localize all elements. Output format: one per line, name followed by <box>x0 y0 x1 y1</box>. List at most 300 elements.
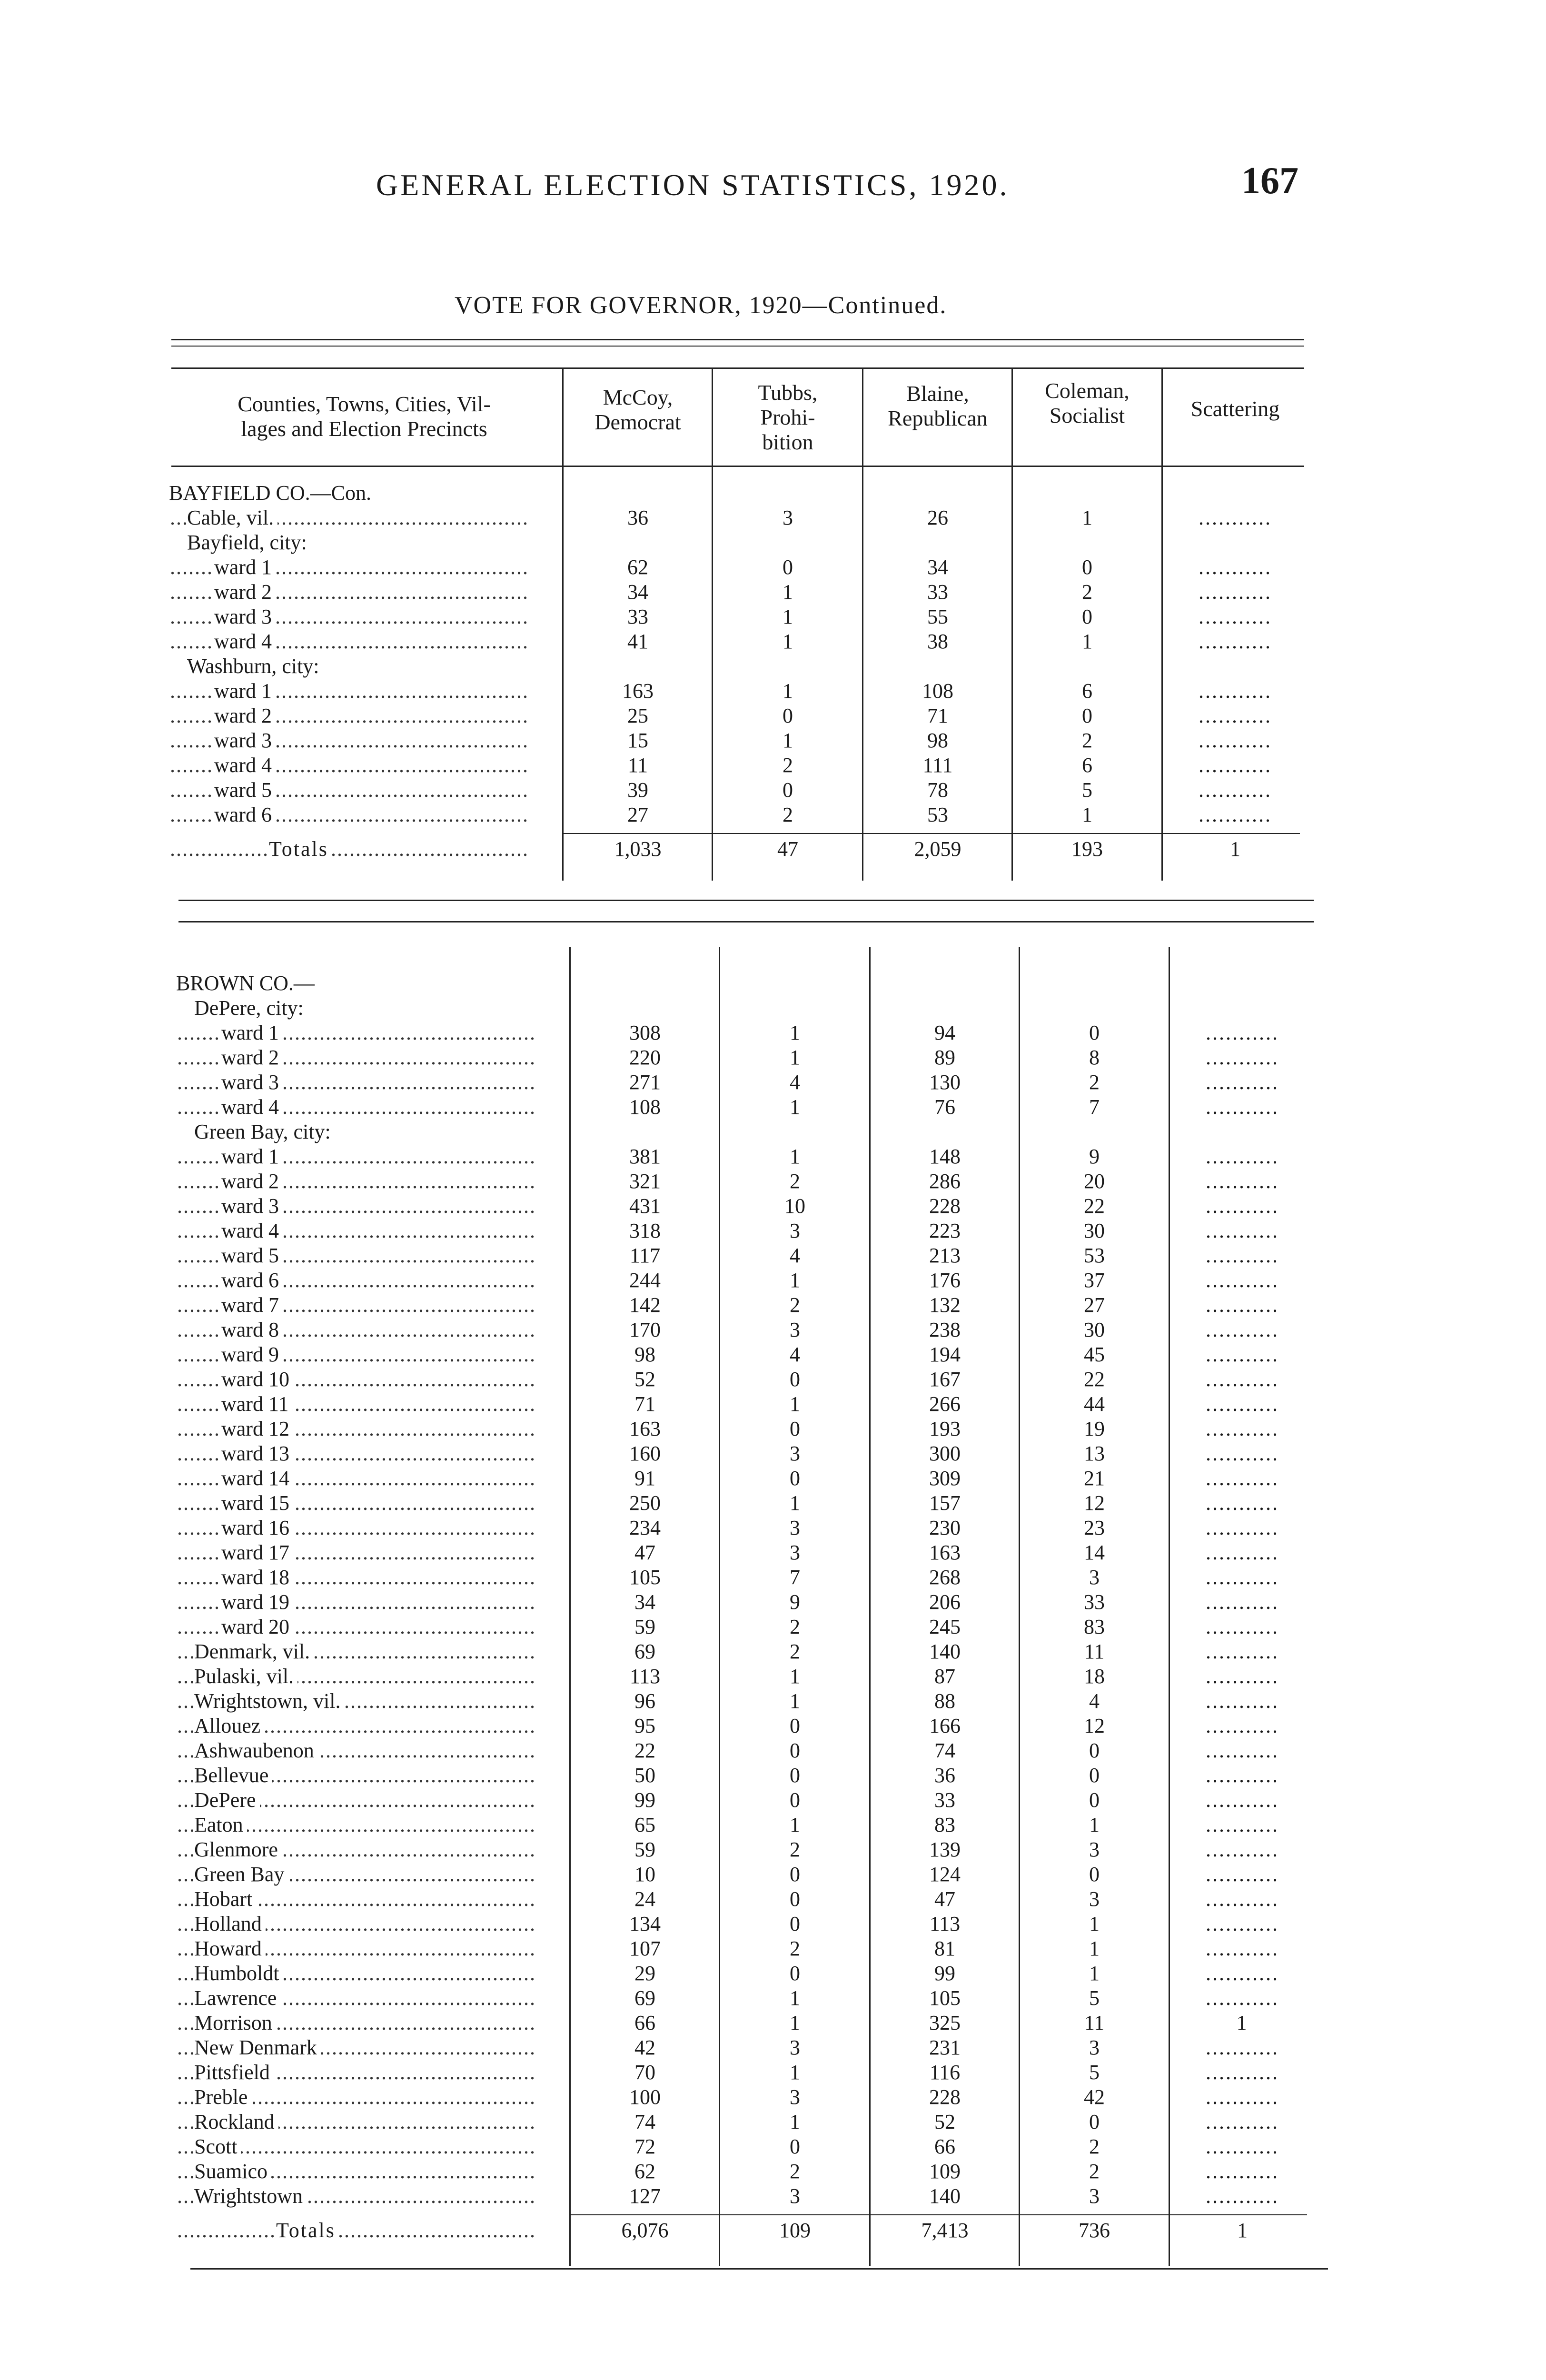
cell-scattering: ........... <box>1206 1788 1279 1812</box>
section-bayfield <box>169 481 1304 881</box>
cell-blaine: 38 <box>927 630 948 653</box>
cell-tubbs: 1 <box>790 1813 800 1836</box>
cell-coleman: 0 <box>1082 555 1092 579</box>
cell-tubbs: 0 <box>790 1739 800 1762</box>
cell-tubbs: 3 <box>790 1219 800 1242</box>
row-place-name <box>169 728 531 753</box>
totals-row <box>169 837 1311 862</box>
row-place-name <box>176 1516 538 1540</box>
table-row <box>176 1664 1318 1689</box>
cell-coleman: 1 <box>1089 1962 1100 1985</box>
cell-tubbs: 1 <box>790 1986 800 2010</box>
total-tubbs: 109 <box>779 2219 811 2242</box>
cell-mccoy: 134 <box>629 1912 661 1935</box>
cell-blaine: 309 <box>929 1467 961 1490</box>
cell-tubbs: 2 <box>783 803 793 826</box>
table-row <box>176 1293 1318 1318</box>
cell-scattering: ........... <box>1206 1145 1279 1168</box>
cell-scattering: ........... <box>1199 630 1272 653</box>
cell-tubbs: 9 <box>790 1590 800 1614</box>
cell-mccoy: 250 <box>629 1491 661 1515</box>
table-row <box>176 1466 1318 1491</box>
table-row <box>176 2134 1318 2159</box>
col-divider <box>1161 369 1163 469</box>
cell-tubbs: 1 <box>790 2110 800 2133</box>
table-row <box>176 1862 1318 1887</box>
cell-blaine: 213 <box>929 1244 961 1267</box>
top-rule-2 <box>171 346 1304 347</box>
cell-scattering: ........... <box>1206 1194 1279 1218</box>
cell-coleman: 19 <box>1084 1417 1105 1440</box>
place-label: Wrightstown <box>194 2184 307 2208</box>
place-label: ward 20 <box>221 1615 293 1638</box>
place-label: ward 13 <box>221 1442 293 1465</box>
cell-mccoy: 170 <box>629 1318 661 1341</box>
row-place-name <box>176 1268 538 1293</box>
cell-coleman: 0 <box>1089 1739 1100 1762</box>
cell-coleman: 3 <box>1089 1566 1100 1589</box>
place-label: Suamico <box>194 2160 271 2183</box>
cell-mccoy: 36 <box>627 506 648 529</box>
cell-mccoy: 25 <box>627 704 648 727</box>
row-place-name <box>176 1441 538 1466</box>
cell-coleman: 53 <box>1084 1244 1105 1267</box>
cell-mccoy: 163 <box>622 679 654 703</box>
place-label: Bellevue <box>194 1764 272 1787</box>
cell-mccoy: 42 <box>634 2036 655 2059</box>
cell-tubbs: 0 <box>790 1863 800 1886</box>
row-place-name <box>176 2184 538 2209</box>
table-row <box>169 803 1311 827</box>
cell-coleman: 44 <box>1084 1392 1105 1416</box>
cell-coleman: 42 <box>1084 2085 1105 2109</box>
cell-blaine: 238 <box>929 1318 961 1341</box>
cell-coleman: 83 <box>1084 1615 1105 1638</box>
row-place-name <box>176 1417 538 1441</box>
place-label: Cable, vil. <box>187 506 277 529</box>
row-place-name <box>176 1887 538 1912</box>
cell-blaine: 53 <box>927 803 948 826</box>
cell-tubbs: 0 <box>783 778 793 802</box>
place-label: Scott <box>194 2135 241 2158</box>
place-label: Washburn, city: <box>187 654 323 678</box>
row-place-name <box>176 1169 538 1194</box>
total-coleman: 736 <box>1079 2219 1110 2242</box>
row-place-name <box>169 506 531 530</box>
row-place-name <box>176 2035 538 2060</box>
total-blaine: 7,413 <box>921 2219 969 2242</box>
table-row <box>176 1788 1318 1813</box>
cell-scattering: ........... <box>1206 1739 1279 1762</box>
cell-mccoy: 47 <box>634 1541 655 1564</box>
table-row <box>176 1318 1318 1342</box>
table-row <box>169 704 1311 728</box>
row-place-name <box>169 605 531 629</box>
row-place-name <box>176 1194 538 1219</box>
cell-coleman: 2 <box>1089 1071 1100 1094</box>
cell-tubbs: 4 <box>790 1071 800 1094</box>
table-row <box>176 1021 1318 1045</box>
cell-blaine: 116 <box>929 2061 961 2084</box>
row-place-name <box>176 1045 538 1070</box>
cell-tubbs: 0 <box>783 704 793 727</box>
row-place-name <box>176 1565 538 1590</box>
col-divider <box>562 369 564 469</box>
cell-blaine: 206 <box>929 1590 961 1614</box>
cell-blaine: 245 <box>929 1615 961 1638</box>
cell-scattering: ........... <box>1206 1912 1279 1935</box>
cell-mccoy: 98 <box>634 1343 655 1366</box>
place-label: ward 17 <box>221 1541 293 1564</box>
place-label: Glenmore <box>194 1838 282 1861</box>
place-label: ward 2 <box>221 1046 283 1069</box>
col-divider <box>712 369 713 469</box>
cell-coleman: 1 <box>1082 506 1092 529</box>
row-place-name <box>176 996 538 1021</box>
row-place-name <box>176 1639 538 1664</box>
cell-mccoy: 33 <box>627 605 648 628</box>
cell-mccoy: 65 <box>634 1813 655 1836</box>
totals-label-text: Totals <box>269 837 332 861</box>
row-place-name <box>176 1986 538 2011</box>
place-label: ward 7 <box>221 1293 283 1317</box>
place-label: ward 5 <box>214 778 276 802</box>
cell-scattering: ........... <box>1206 1937 1279 1960</box>
table-row <box>169 580 1311 605</box>
totals-rule <box>569 2214 1307 2215</box>
table-row <box>176 1243 1318 1268</box>
cell-blaine: 108 <box>922 679 953 703</box>
cell-coleman: 5 <box>1082 778 1092 802</box>
cell-blaine: 33 <box>927 580 948 604</box>
header-mccoy: McCoy, Democrat <box>595 385 681 434</box>
cell-blaine: 286 <box>929 1170 961 1193</box>
place-label: ward 6 <box>214 803 276 826</box>
cell-mccoy: 271 <box>629 1071 661 1094</box>
cell-blaine: 36 <box>934 1764 955 1787</box>
cell-coleman: 7 <box>1089 1095 1100 1119</box>
place-label: ward 16 <box>221 1516 293 1539</box>
cell-coleman: 6 <box>1082 754 1092 777</box>
cell-scattering: ........... <box>1199 506 1272 529</box>
cell-mccoy: 50 <box>634 1764 655 1787</box>
row-place-name <box>176 1466 538 1491</box>
cell-scattering: ........... <box>1199 679 1272 703</box>
cell-mccoy: 70 <box>634 2061 655 2084</box>
cell-mccoy: 234 <box>629 1516 661 1539</box>
place-label: ward 19 <box>221 1590 293 1614</box>
place-label: Ashwaubenon <box>194 1739 318 1762</box>
cell-scattering: ........... <box>1206 1244 1279 1267</box>
row-place-name <box>176 1738 538 1763</box>
table-row <box>176 1417 1318 1441</box>
total-mccoy: 6,076 <box>621 2219 669 2242</box>
cell-tubbs: 0 <box>783 555 793 579</box>
cell-mccoy: 244 <box>629 1269 661 1292</box>
place-label: ward 14 <box>221 1467 293 1490</box>
cell-scattering: ........... <box>1206 1541 1279 1564</box>
table-row <box>169 728 1311 753</box>
row-place-name <box>176 1120 538 1144</box>
cell-mccoy: 74 <box>634 2110 655 2133</box>
cell-blaine: 105 <box>929 1986 961 2010</box>
cell-blaine: 52 <box>934 2110 955 2133</box>
table-title: VOTE FOR GOVERNOR, 1920—Continued. <box>455 292 947 319</box>
cell-tubbs: 0 <box>790 1417 800 1440</box>
header-place: Counties, Towns, Cities, Vil- lages and Election Precincts <box>238 392 491 441</box>
place-label: ward 1 <box>214 679 276 703</box>
row-place-name <box>176 1070 538 1095</box>
cell-tubbs: 0 <box>790 1962 800 1985</box>
table-row <box>169 753 1311 778</box>
cell-scattering: ........... <box>1206 1095 1279 1119</box>
cell-tubbs: 7 <box>790 1566 800 1589</box>
table-row <box>176 1070 1318 1095</box>
place-label: Green Bay, city: <box>194 1120 335 1143</box>
table-row <box>176 1194 1318 1219</box>
cell-coleman: 1 <box>1089 1912 1100 1935</box>
cell-blaine: 81 <box>934 1937 955 1960</box>
cell-coleman: 8 <box>1089 1046 1100 1069</box>
cell-tubbs: 1 <box>790 1392 800 1416</box>
cell-scattering: ........... <box>1206 1467 1279 1490</box>
row-place-name <box>176 1961 538 1986</box>
totals-row <box>176 2218 1318 2243</box>
cell-mccoy: 431 <box>629 1194 661 1218</box>
place-label: Denmark, vil. <box>194 1640 314 1663</box>
cell-scattering: ........... <box>1206 1838 1279 1861</box>
total-mccoy: 1,033 <box>614 837 662 861</box>
cell-scattering: ........... <box>1206 1442 1279 1465</box>
cell-blaine: 109 <box>929 2160 961 2183</box>
row-place-name <box>176 1862 538 1887</box>
cell-scattering: ........... <box>1206 1219 1279 1242</box>
row-place-name <box>169 679 531 704</box>
table-row <box>169 679 1311 704</box>
row-place-name <box>176 1590 538 1615</box>
cell-coleman: 18 <box>1084 1665 1105 1688</box>
cell-scattering: ........... <box>1199 729 1272 752</box>
cell-coleman: 6 <box>1082 679 1092 703</box>
cell-coleman: 4 <box>1089 1689 1100 1713</box>
cell-coleman: 9 <box>1089 1145 1100 1168</box>
cell-scattering: ........... <box>1206 1491 1279 1515</box>
totals-rule <box>562 833 1300 834</box>
table-row <box>176 1392 1318 1417</box>
cell-tubbs: 2 <box>790 1615 800 1638</box>
cell-coleman: 1 <box>1082 803 1092 826</box>
place-label: ward 10 <box>221 1368 293 1391</box>
cell-coleman: 27 <box>1084 1293 1105 1317</box>
place-label: ward 11 <box>221 1392 292 1416</box>
table-row <box>176 2159 1318 2184</box>
cell-mccoy: 29 <box>634 1962 655 1985</box>
cell-tubbs: 1 <box>790 1095 800 1119</box>
cell-tubbs: 3 <box>790 1516 800 1539</box>
cell-tubbs: 1 <box>790 2061 800 2084</box>
place-label: Holland <box>194 1912 266 1935</box>
cell-blaine: 266 <box>929 1392 961 1416</box>
cell-mccoy: 142 <box>629 1293 661 1317</box>
cell-tubbs: 1 <box>790 1046 800 1069</box>
cell-coleman: 5 <box>1089 1986 1100 2010</box>
place-label: ward 9 <box>221 1343 283 1366</box>
cell-blaine: 176 <box>929 1269 961 1292</box>
cell-scattering: ........... <box>1199 605 1272 628</box>
cell-tubbs: 0 <box>790 1714 800 1737</box>
place-label: ward 3 <box>214 605 276 628</box>
cell-scattering: ........... <box>1206 1417 1279 1440</box>
cell-scattering: ........... <box>1206 2135 1279 2158</box>
cell-coleman: 0 <box>1082 605 1092 628</box>
cell-coleman: 0 <box>1089 1863 1100 1886</box>
place-label: ward 1 <box>221 1145 283 1168</box>
cell-blaine: 89 <box>934 1046 955 1069</box>
table-row <box>176 1615 1318 1639</box>
cell-tubbs: 3 <box>790 1442 800 1465</box>
row-place-name <box>169 753 531 778</box>
cell-coleman: 11 <box>1084 2011 1105 2034</box>
cell-scattering: ........... <box>1206 1566 1279 1589</box>
totals-label <box>169 837 531 862</box>
place-label: ward 2 <box>221 1170 283 1193</box>
cell-scattering: ........... <box>1206 1318 1279 1341</box>
table-row <box>169 629 1311 654</box>
table-row <box>176 1491 1318 1516</box>
cell-mccoy: 163 <box>629 1417 661 1440</box>
place-label: ward 5 <box>221 1244 283 1267</box>
cell-tubbs: 1 <box>783 630 793 653</box>
cell-scattering: ........... <box>1199 704 1272 727</box>
cell-coleman: 20 <box>1084 1170 1105 1193</box>
table-row <box>176 1639 1318 1664</box>
place-label: Preble <box>194 2085 251 2109</box>
cell-tubbs: 2 <box>790 2160 800 2183</box>
row-place-name <box>176 1293 538 1318</box>
place-label: ward 1 <box>221 1021 283 1044</box>
place-label: Hobart <box>194 1887 256 1911</box>
row-place-name <box>176 1615 538 1639</box>
cell-blaine: 193 <box>929 1417 961 1440</box>
cell-tubbs: 0 <box>790 1912 800 1935</box>
cell-blaine: 167 <box>929 1368 961 1391</box>
cell-blaine: 98 <box>927 729 948 752</box>
row-place-name <box>176 2060 538 2085</box>
section-bottom-rule <box>178 900 1314 901</box>
place-label: ward 4 <box>221 1219 283 1242</box>
cell-coleman: 11 <box>1084 1640 1105 1663</box>
table-row <box>176 1120 1318 1144</box>
table-row <box>176 1367 1318 1392</box>
cell-scattering: ........... <box>1199 778 1272 802</box>
cell-coleman: 12 <box>1084 1491 1105 1515</box>
table-row <box>176 1837 1318 1862</box>
table-row <box>176 1516 1318 1540</box>
cell-mccoy: 72 <box>634 2135 655 2158</box>
cell-tubbs: 1 <box>783 605 793 628</box>
cell-blaine: 88 <box>934 1689 955 1713</box>
table-row <box>176 1590 1318 1615</box>
place-label: ward 3 <box>221 1194 283 1218</box>
column-header <box>169 369 1304 469</box>
place-label: Morrison <box>194 2011 276 2034</box>
cell-blaine: 47 <box>934 1887 955 1911</box>
section-separator-rule <box>178 921 1314 922</box>
cell-mccoy: 100 <box>629 2085 661 2109</box>
cell-scattering: ........... <box>1206 1640 1279 1663</box>
row-place-name <box>176 1392 538 1417</box>
table-row <box>176 1219 1318 1243</box>
cell-blaine: 33 <box>934 1788 955 1812</box>
cell-blaine: 55 <box>927 605 948 628</box>
cell-mccoy: 318 <box>629 1219 661 1242</box>
cell-tubbs: 1 <box>783 729 793 752</box>
cell-blaine: 268 <box>929 1566 961 1589</box>
cell-blaine: 231 <box>929 2036 961 2059</box>
place-label: Humboldt <box>194 1962 283 1985</box>
cell-mccoy: 10 <box>634 1863 655 1886</box>
cell-coleman: 1 <box>1089 1813 1100 1836</box>
cell-scattering: ........... <box>1206 1615 1279 1638</box>
place-label: Pulaski, vil. <box>194 1665 297 1688</box>
running-head: GENERAL ELECTION STATISTICS, 1920. <box>376 168 1010 202</box>
place-label: DePere, city: <box>194 996 307 1020</box>
cell-mccoy: 69 <box>634 1986 655 2010</box>
table-row <box>176 996 1318 1021</box>
row-place-name <box>176 2159 538 2184</box>
cell-blaine: 83 <box>934 1813 955 1836</box>
place-label: ward 6 <box>221 1269 283 1292</box>
cell-scattering: ........... <box>1199 754 1272 777</box>
cell-blaine: 113 <box>929 1912 961 1935</box>
row-place-name <box>176 1491 538 1516</box>
cell-tubbs: 0 <box>790 1764 800 1787</box>
cell-blaine: 140 <box>929 2184 961 2208</box>
cell-blaine: 74 <box>934 1739 955 1762</box>
cell-blaine: 132 <box>929 1293 961 1317</box>
col-divider <box>862 369 863 469</box>
row-place-name <box>176 2011 538 2035</box>
table-row <box>169 778 1311 803</box>
row-place-name <box>169 629 531 654</box>
cell-coleman: 3 <box>1089 1838 1100 1861</box>
cell-tubbs: 0 <box>790 1887 800 1911</box>
totals-label <box>176 2218 538 2243</box>
cell-coleman: 1 <box>1089 1937 1100 1960</box>
cell-coleman: 2 <box>1089 2135 1100 2158</box>
place-label: ward 4 <box>221 1095 283 1119</box>
cell-blaine: 71 <box>927 704 948 727</box>
cell-blaine: 157 <box>929 1491 961 1515</box>
table-row <box>176 1887 1318 1912</box>
header-scattering: Scattering <box>1190 397 1280 421</box>
row-place-name <box>176 2110 538 2134</box>
table-row <box>176 2085 1318 2110</box>
place-label: ward 12 <box>221 1417 293 1440</box>
cell-coleman: 3 <box>1089 1887 1100 1911</box>
cell-blaine: 139 <box>929 1838 961 1861</box>
cell-scattering: ........... <box>1206 1887 1279 1911</box>
cell-coleman: 45 <box>1084 1343 1105 1366</box>
table-row <box>176 1912 1318 1936</box>
table-row <box>176 1565 1318 1590</box>
cell-scattering: ........... <box>1206 1293 1279 1317</box>
cell-tubbs: 2 <box>790 1838 800 1861</box>
cell-scattering: ........... <box>1206 1764 1279 1787</box>
cell-tubbs: 1 <box>790 1269 800 1292</box>
header-blaine: Blaine, Republican <box>888 381 988 430</box>
cell-blaine: 78 <box>927 778 948 802</box>
